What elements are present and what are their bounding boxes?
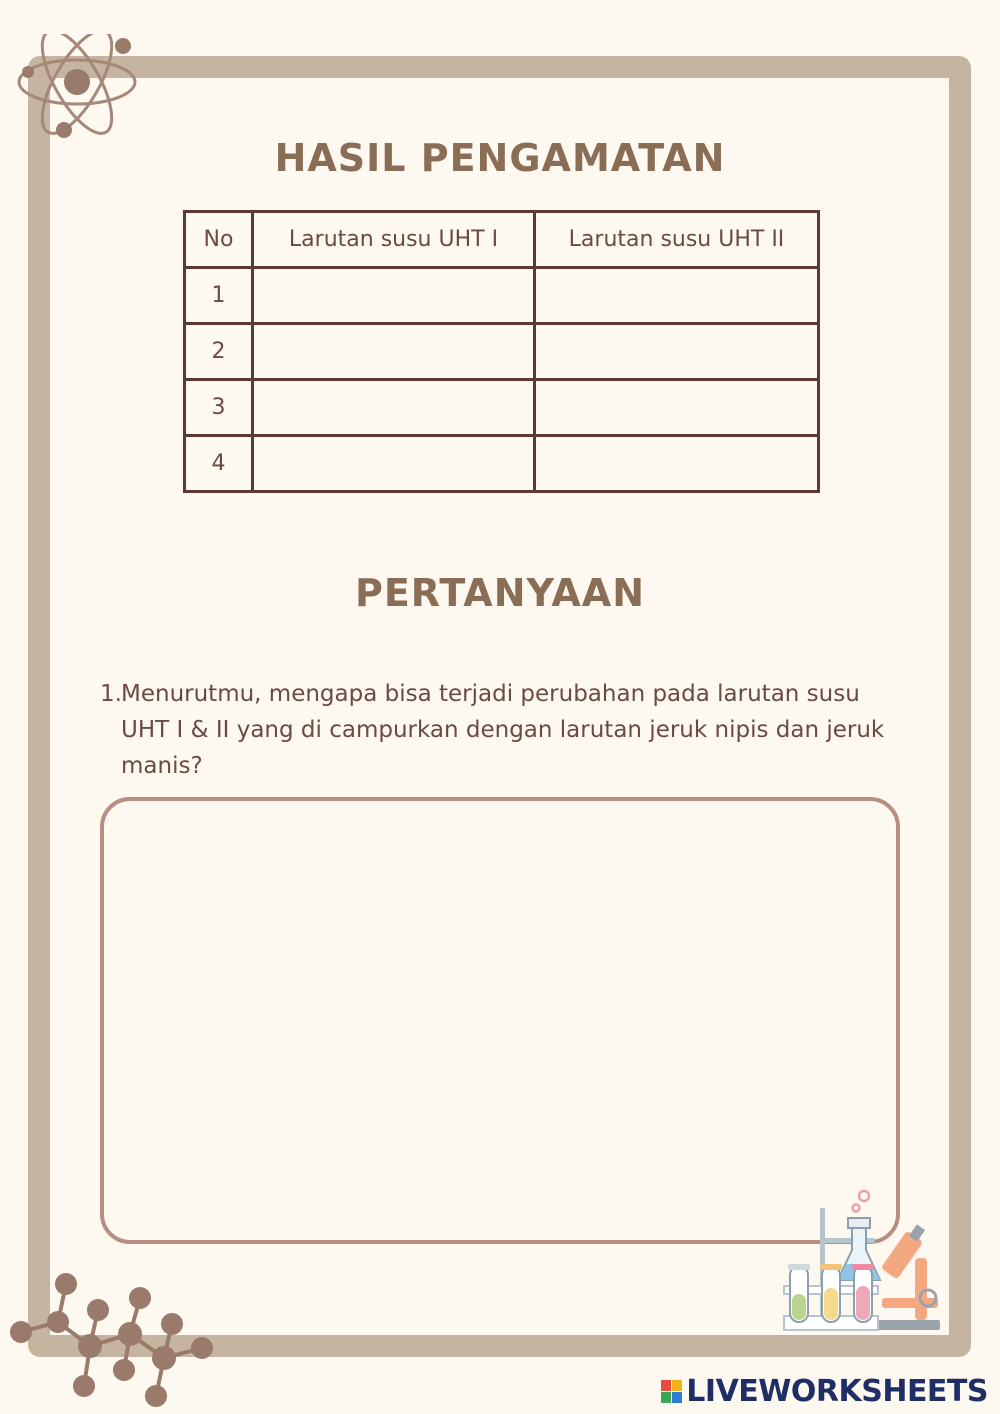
table-cell[interactable]: [535, 436, 819, 492]
observation-table: [183, 210, 820, 493]
table-cell[interactable]: [253, 436, 535, 492]
table-cell[interactable]: [535, 324, 819, 380]
liveworksheets-brand: [661, 1374, 988, 1409]
table-cell[interactable]: [253, 268, 535, 324]
table-row: [185, 436, 819, 492]
row-number: 1: [185, 268, 253, 324]
observation-title: HASIL PENGAMATAN: [274, 136, 726, 180]
row-number: 2: [185, 324, 253, 380]
table-row: [185, 380, 819, 436]
question-title: PERTANYAAN: [354, 571, 646, 615]
table-row: [185, 324, 819, 380]
table-cell[interactable]: [253, 380, 535, 436]
table-header-row: [185, 212, 819, 268]
liveworksheets-logo-icon: [661, 1380, 682, 1403]
molecule-icon: [6, 1268, 220, 1414]
column-header-uht-1: Larutan susu UHT I: [253, 212, 535, 268]
question-text: Menurutmu, mengapa bisa terjadi perubahan pada larutan susu UHT I & II yang di campurkan dengan larutan jeruk nipis dan jeruk manis?: [121, 681, 885, 779]
brand-name: LIVEWORKSHEETS: [686, 1374, 988, 1409]
column-header-uht-2: Larutan susu UHT II: [535, 212, 819, 268]
table-row: [185, 268, 819, 324]
question-item: [100, 676, 910, 784]
lab-equipment-icon: [780, 1188, 945, 1334]
table-cell[interactable]: [535, 268, 819, 324]
atom-icon: [14, 34, 140, 144]
column-header-no: No: [185, 212, 253, 268]
table-cell[interactable]: [253, 324, 535, 380]
answer-textarea[interactable]: [100, 797, 900, 1244]
row-number: 3: [185, 380, 253, 436]
question-number: 1.: [100, 681, 122, 707]
row-number: 4: [185, 436, 253, 492]
table-cell[interactable]: [535, 380, 819, 436]
